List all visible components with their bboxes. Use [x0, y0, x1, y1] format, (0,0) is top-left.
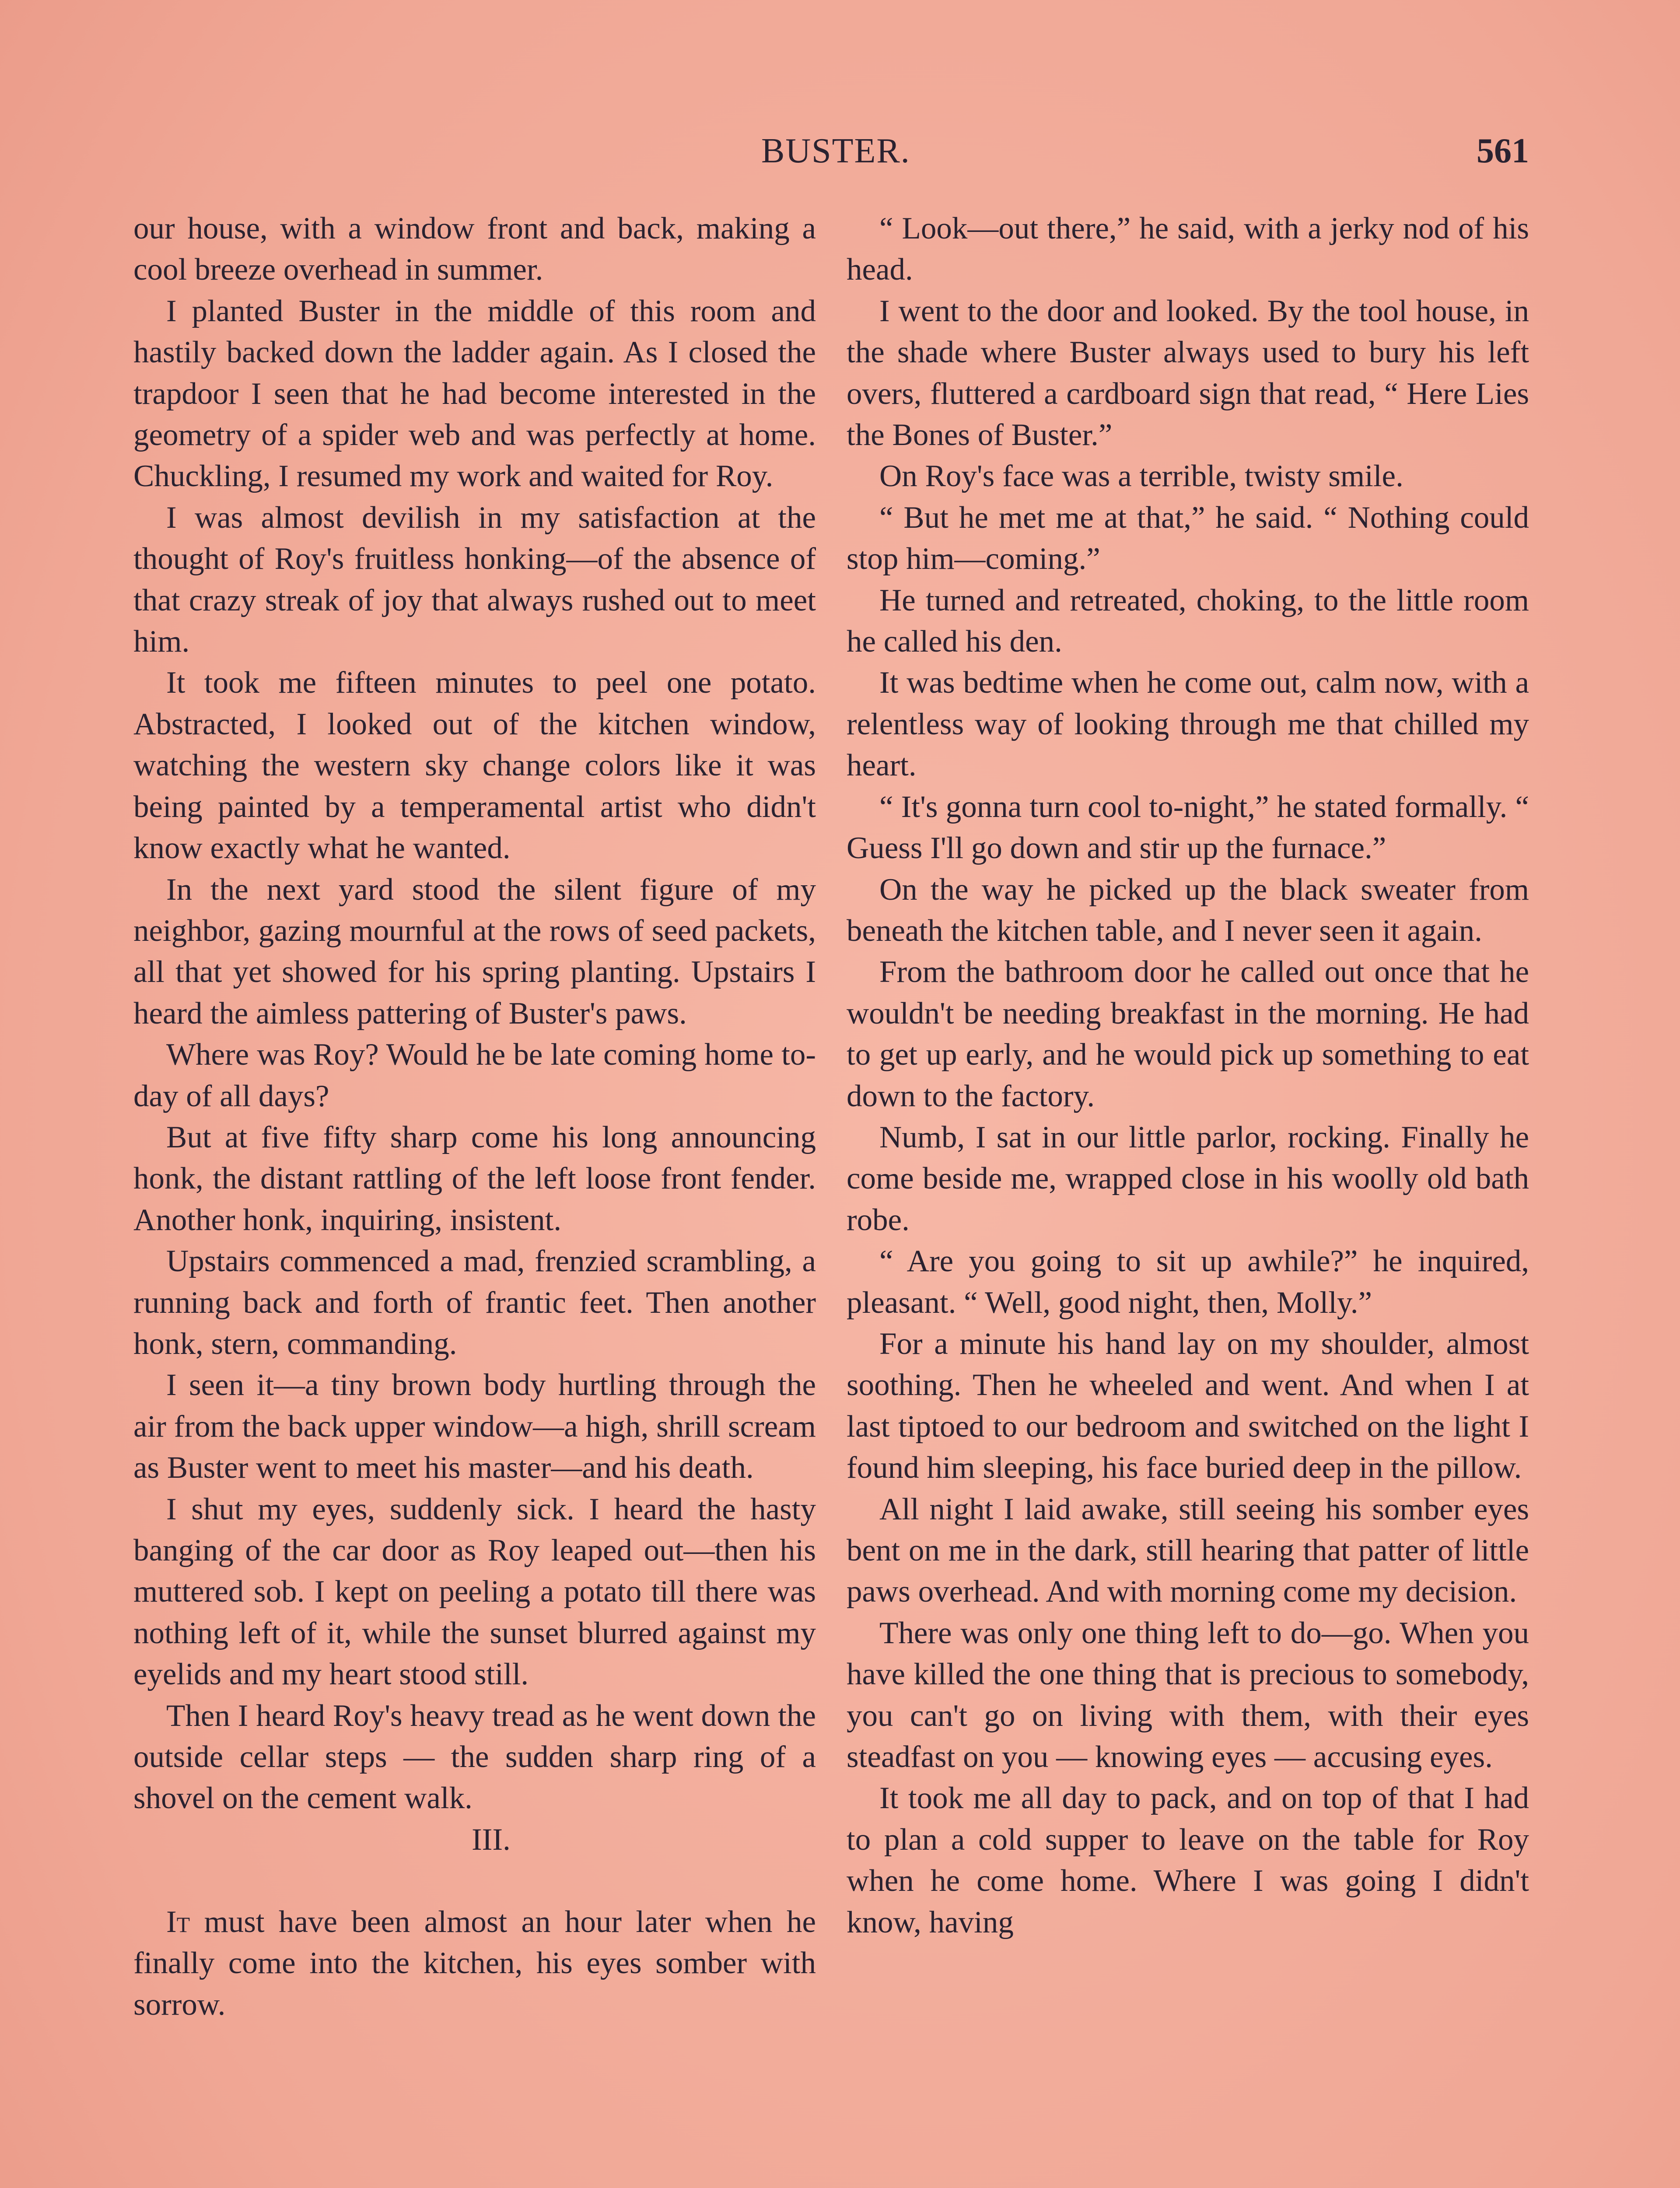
section-heading: III.: [472, 1822, 511, 1857]
paragraph: For a minute his hand lay on my shoulder, almost soothing. Then he wheeled and went. And when I at last tiptoed to our bedroom and switched on the light I found him sleeping, his face buried deep in the pillow.: [847, 1326, 1529, 1485]
left-column: [133, 208, 816, 2025]
paragraph: It was bedtime when he come out, calm now, with a relentless way of looking through me that chilled my heart.: [847, 666, 1529, 783]
paragraph: Then I heard Roy's heavy tread as he went down the outside cellar steps — the sudden sharp ring of a shovel on the cement walk.: [133, 1698, 816, 1816]
right-column: [847, 208, 1529, 1943]
paragraph: “ But he met me at that,” he said. “ Nothing could stop him—coming.”: [847, 500, 1529, 576]
paragraph: Numb, I sat in our little parlor, rocking. Finally he come beside me, wrapped close in his woolly old bath robe.: [847, 1120, 1529, 1237]
paragraph: [133, 1901, 816, 2025]
paragraph: “ Look—out there,” he said, with a jerky nod of his head.: [847, 211, 1529, 287]
paragraph: Where was Roy? Would he be late coming home to-day of all days?: [133, 1038, 816, 1113]
paragraph: “ Are you going to sit up awhile?” he inquired, pleasant. “ Well, good night, then, Molly.”: [847, 1244, 1529, 1320]
paragraph: On the way he picked up the black sweater from beneath the kitchen table, and I never seen it again.: [847, 872, 1529, 948]
paragraph: All night I laid awake, still seeing his somber eyes bent on me in the dark, still hearing that patter of little paws overhead. And with morning come my decision.: [847, 1492, 1529, 1609]
paragraph: I was almost devilish in my satisfaction at the thought of Roy's fruitless honking—of the absence of that crazy streak of joy that always rushed out to meet him.: [133, 500, 816, 659]
page-number: 561: [1477, 132, 1529, 170]
lead-word: It: [166, 1904, 190, 1939]
paragraph: Upstairs commenced a mad, frenzied scrambling, a running back and forth of frantic feet. Then another honk, stern, commanding.: [133, 1244, 816, 1361]
paragraph: I planted Buster in the middle of this room and hastily backed down the ladder again. As I closed the trapdoor I seen that he had become interested in the geometry of a spider web and was perfectly at home. Chuckling, I resumed my work and waited for Roy.: [133, 294, 816, 494]
paragraph: It took me all day to pack, and on top of that I had to plan a cold supper to leave on the table for Roy when he come home. Where I was going I didn't know, having: [847, 1781, 1529, 1939]
paragraph: But at five fifty sharp come his long announcing honk, the distant rattling of the left loose front fender. Another honk, inquiring, insistent.: [133, 1120, 816, 1237]
paragraph: On Roy's face was a terrible, twisty smile.: [879, 459, 1404, 494]
paragraph-text: must have been almost an hour later when he finally come into the kitchen, his eyes somber with sorrow.: [133, 1904, 816, 2022]
paragraph: He turned and retreated, choking, to the little room he called his den.: [847, 583, 1529, 659]
paragraph: There was only one thing left to do—go. When you have killed the one thing that is precious to somebody, you can't go on living with them, with their eyes steadfast on you — knowing eyes — accusing eyes.: [847, 1616, 1529, 1774]
paragraph: From the bathroom door he called out once that he wouldn't be needing breakfast in the morning. He had to get up early, and he would pick up something to eat down to the factory.: [847, 955, 1529, 1113]
paragraph: I shut my eyes, suddenly sick. I heard the hasty banging of the car door as Roy leaped out—then his muttered sob. I kept on peeling a potato till there was nothing left of it, while the sunset blurred against my eyelids and my heart stood still.: [133, 1492, 816, 1692]
paragraph: our house, with a window front and back, making a cool breeze overhead in summer.: [133, 211, 816, 287]
paragraph: I seen it—a tiny brown body hurtling through the air from the back upper window—a high, shrill scream as Buster went to meet his master—and his death.: [133, 1368, 816, 1485]
paragraph: I went to the door and looked. By the tool house, in the shade where Buster always used to bury his left overs, fluttered a cardboard sign that read, “ Here Lies the Bones of Buster.”: [847, 294, 1529, 452]
running-title: BUSTER.: [761, 132, 910, 170]
paragraph: It took me fifteen minutes to peel one potato. Abstracted, I looked out of the kitchen window, watching the western sky change colors like it was being painted by a temperamental artist who didn't know exactly what he wanted.: [133, 666, 816, 866]
paragraph: “ It's gonna turn cool to-night,” he stated formally. “ Guess I'll go down and stir up the furnace.”: [847, 789, 1529, 866]
page-header: [0, 131, 1680, 179]
paragraph: In the next yard stood the silent figure of my neighbor, gazing mournful at the rows of seed packets, all that yet showed for his spring planting. Upstairs I heard the aimless pattering of Buster's paws.: [133, 872, 816, 1031]
